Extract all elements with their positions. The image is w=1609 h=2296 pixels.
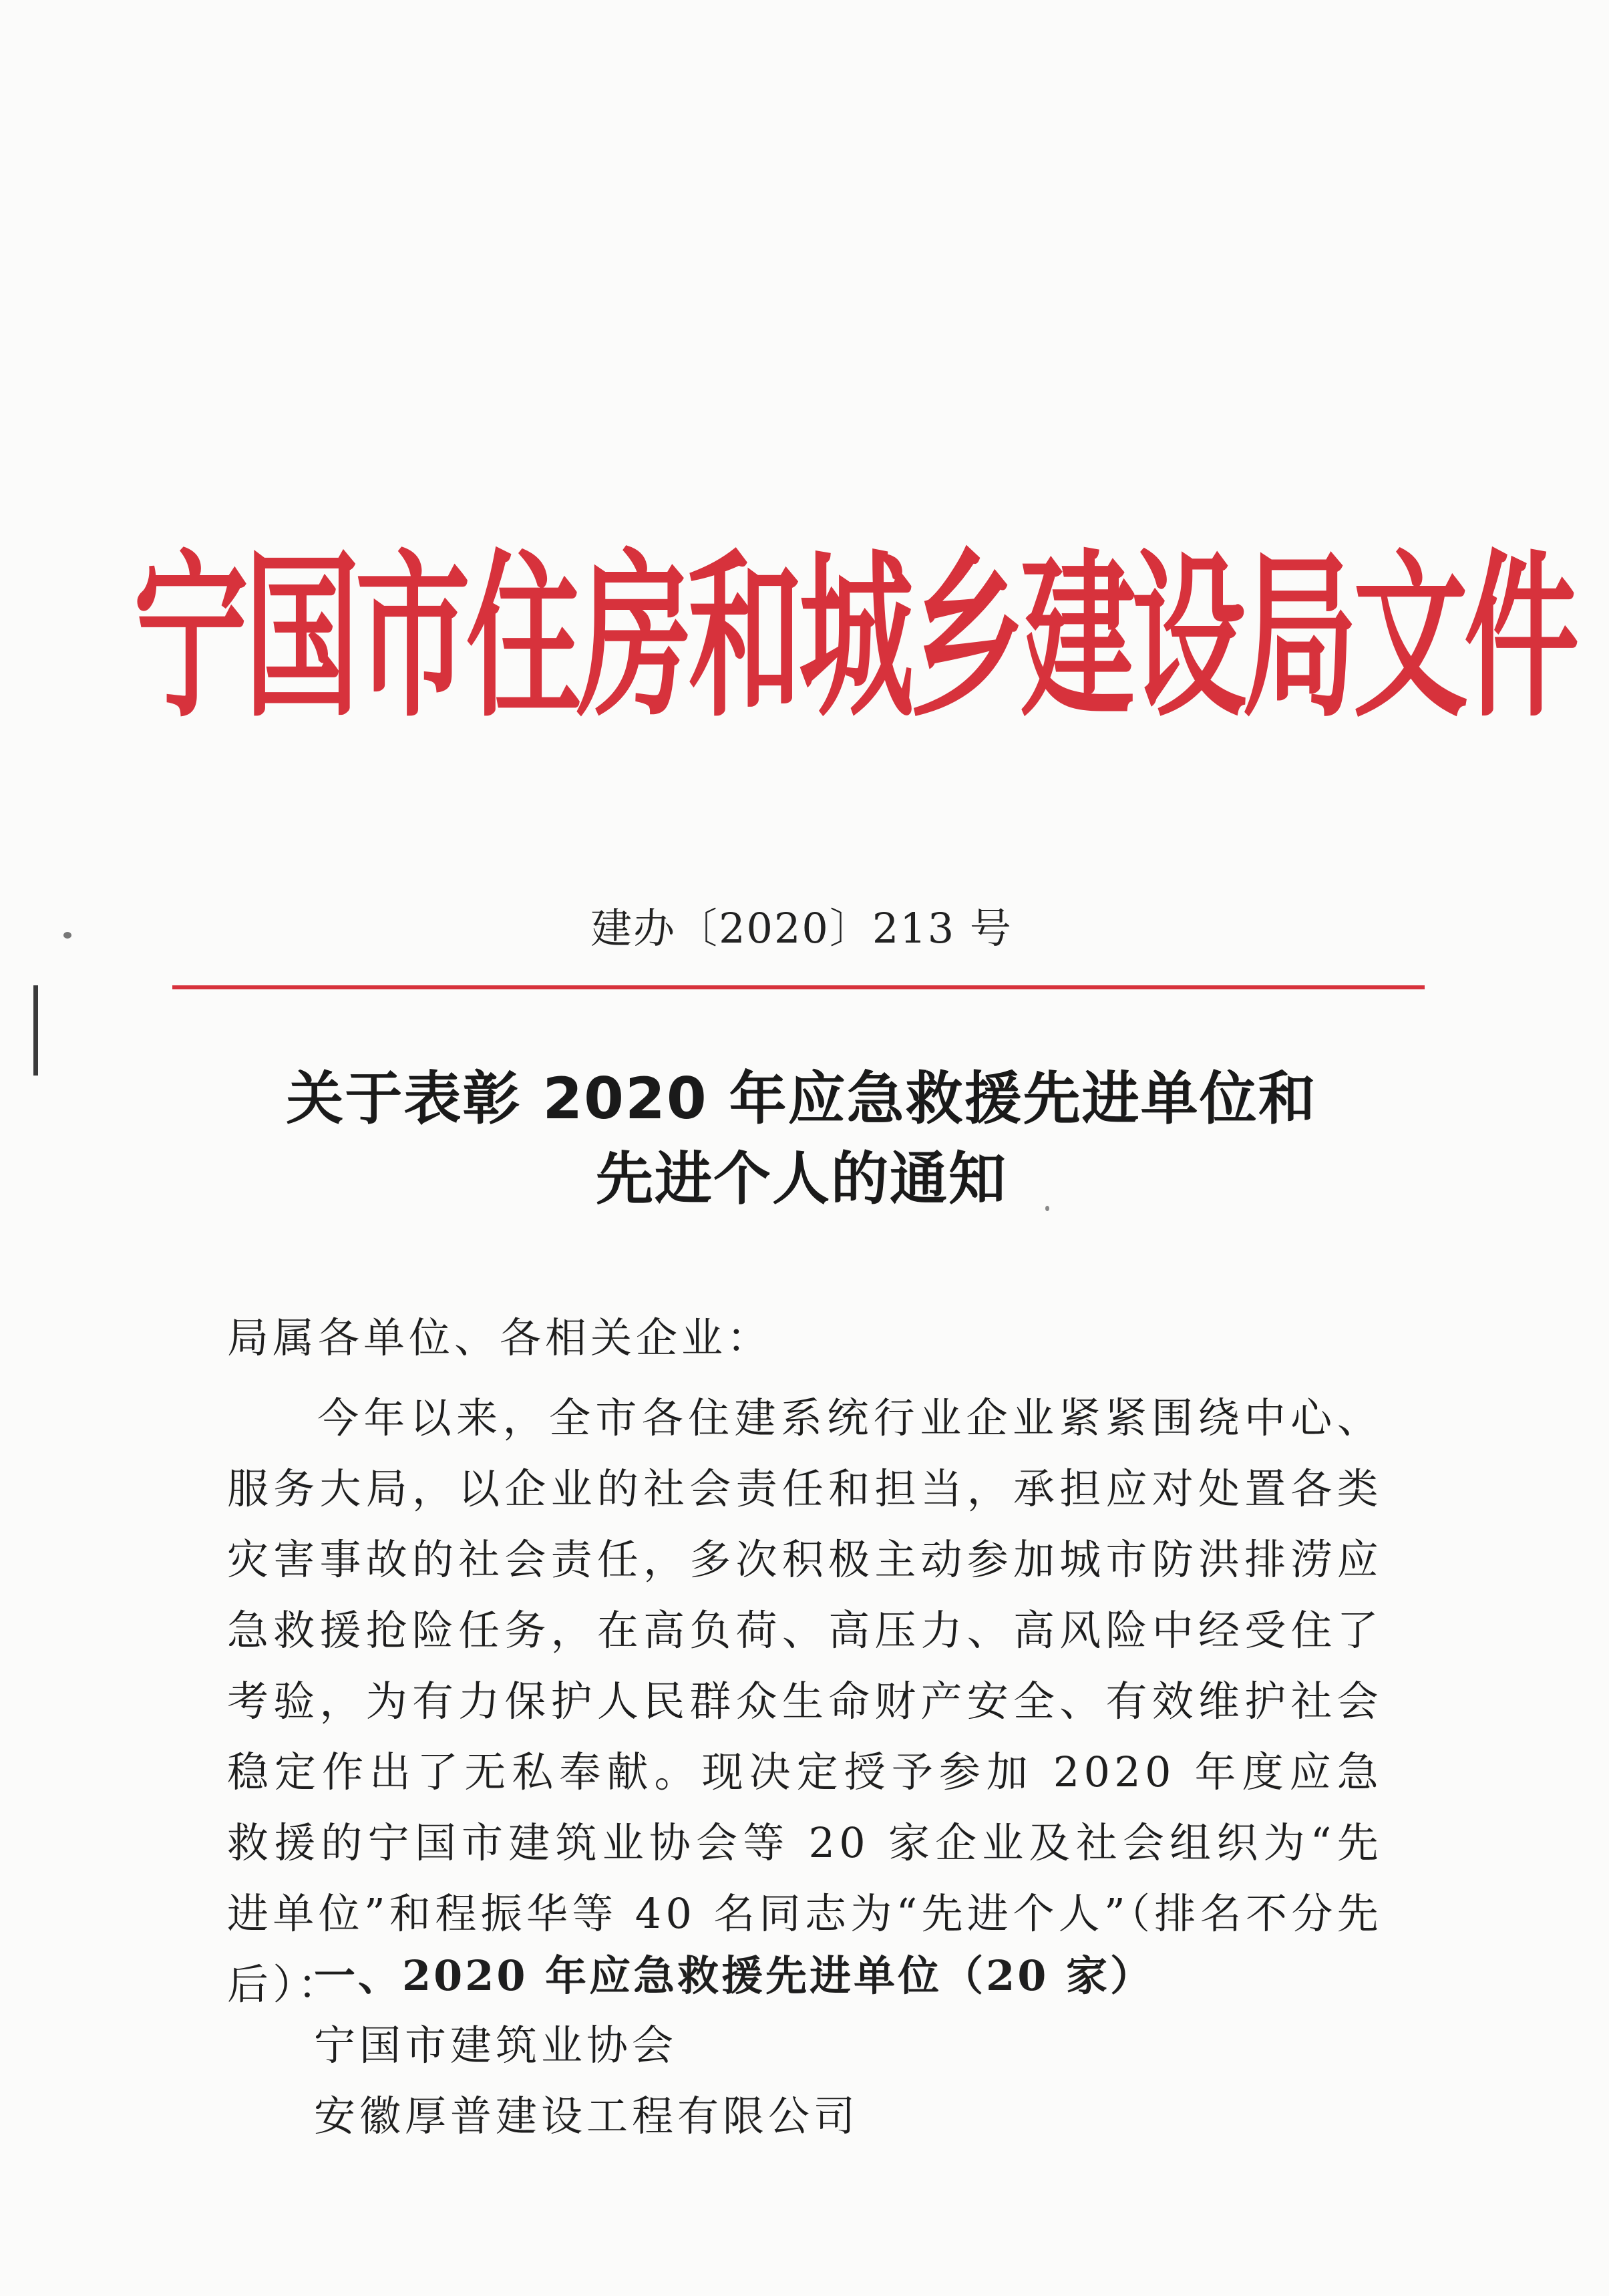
document-number: 建办〔2020〕213 号 [590,904,1013,953]
notice-title-line-2: 先进个人的通知 [596,1146,1007,1212]
body-paragraph: 今年以来，全市各住建系统行业企业紧紧围绕中心、服务大局，以企业的社会责任和担当，承担应对处置各类灾害事故的社会责任，多次积极主动参加城市防洪排涝应急救援抢险任务，在高负荷、高压力、高风险中经受住了考验，为有力保护人民群众生命财产安全、有效维护社会稳定作出了无私奉献。现决定授予参加 2020 年度应急救援的宁国市建筑业协会等 20 家企业及社会组织为“先进单位”和程振华等 40 名同志为“先进个人”（排名不分先后）： [227,1393,1383,2009]
list-item: 安徽厚普建设工程有限公司 [314,2092,860,2140]
section-heading: 一、2020 年应急救援先进单位（20 家） [314,1951,1155,2000]
salutation: 局属各单位、各相关企业： [227,1313,773,1362]
issuer-header-title: 宁国市住房和城乡建设局文件 [134,533,1575,742]
binding-mark [33,985,38,1076]
red-separator-line [172,985,1425,989]
list-item: 宁国市建筑业协会 [314,2021,678,2070]
scan-speck [63,932,71,939]
notice-title-line-1: 关于表彰 2020 年应急救援先进单位和 [286,1065,1317,1132]
